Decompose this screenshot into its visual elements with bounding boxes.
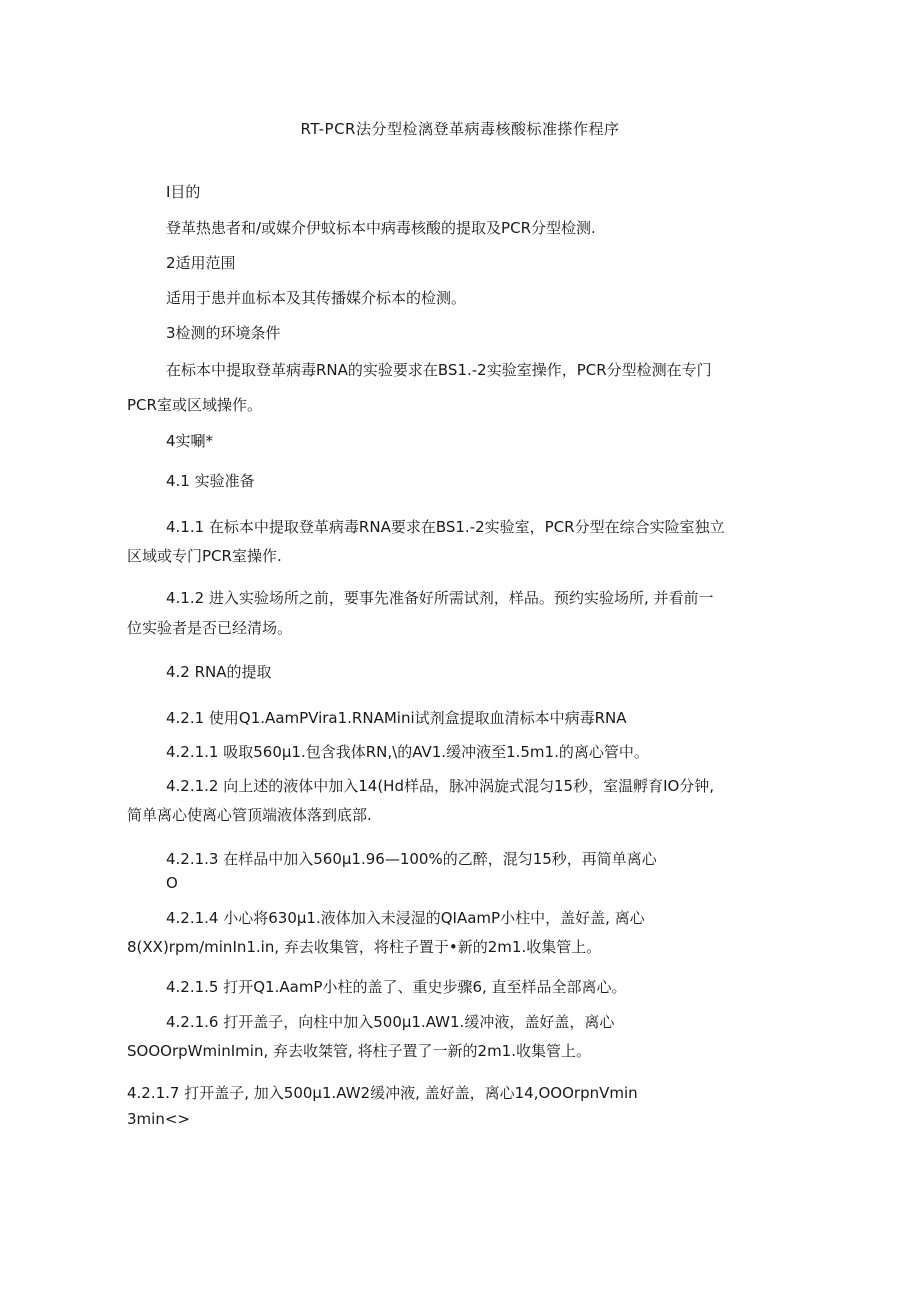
item-4-2-1-4-line2: 8(XX)rpm∕minIn1.in, 弃去收集管，将柱子置于•新的2m1.收集管上。 — [127, 938, 602, 956]
environment-text-line1: 在标本中提取登革病毒RNA的实验要求在BS1.-2实验室操作，PCR分型检测在专门 — [166, 361, 712, 379]
heading-4-2: 4.2 RNA的提取 — [166, 663, 272, 681]
item-4-2-1: 4.2.1 使用Q1.AamPVira1.RNAMini试剂盒提取血清标本中病毒RNA — [166, 709, 627, 727]
purpose-text: 登革热患者和/或媒介伊蚊标本中病毒核酸的提取及PCR分型检测. — [166, 219, 596, 237]
item-4-2-1-3-line2: O — [166, 874, 178, 892]
environment-text-line2: PCR室或区域操作。 — [127, 396, 262, 414]
item-4-2-1-6-line1: 4.2.1.6 打开盖子，向柱中加入500μ1.AW1.缓冲液，盖好盖，离心 — [166, 1013, 615, 1031]
scope-text: 适用于患并血标本及其传播媒介标本的检测。 — [166, 289, 467, 307]
item-4-1-2-line2: 位实验者是否已经清场。 — [127, 619, 293, 637]
item-4-1-2-line1: 4.1.2 进入实验场所之前，要事先准备好所需试剂，样品。预约实验场所, 并看前一 — [166, 589, 714, 607]
item-4-2-1-5: 4.2.1.5 打开Q1.AamP小柱的盖了、重史步骤6, 直至样品全部离心。 — [166, 978, 627, 996]
item-4-1-1-line1: 4.1.1 在标本中提取登革病毒RNA要求在BS1.-2实验室，PCR分型在综合实险室独立 — [166, 518, 725, 536]
item-4-2-1-7-line1: 4.2.1.7 打开盖子, 加入500μ1.AW2缓冲液, 盖好盖，离心14,OOOrpnVmin — [127, 1084, 638, 1102]
document-title: RT-PCR法分型检漓登革病毒核酸标准搽作程序 — [300, 120, 620, 138]
heading-4-1: 4.1 实验准备 — [166, 472, 255, 490]
item-4-2-1-6-line2: SOOOrpWminImin, 弃去收桀管, 将柱子置了一新的2m1.收集管上。 — [127, 1042, 591, 1060]
heading-scope: 2适用范围 — [166, 254, 236, 272]
heading-experiment: 4实唰* — [166, 432, 214, 450]
item-4-2-1-2-line1: 4.2.1.2 向上述的液体中加入14(Hd样品，脉冲涡旋式混匀15秒，室温孵育IO分钟, — [166, 777, 715, 795]
item-4-1-1-line2: 区域或专门PCR室操作. — [127, 547, 282, 565]
item-4-2-1-2-line2: 简单离心使离心管顶端液体落到底部. — [127, 806, 372, 824]
item-4-2-1-4-line1: 4.2.1.4 小心将630μ1.液体加入未浸湿的QIAamP小柱中，盖好盖, 离心 — [166, 909, 645, 927]
heading-environment: 3检测的环境条件 — [166, 324, 281, 342]
item-4-2-1-7-line2: 3min<> — [127, 1110, 190, 1128]
item-4-2-1-1: 4.2.1.1 吸取560μ1.包含我体RN,\的AV1.缓冲液至1.5m1.的离心管中。 — [166, 743, 649, 761]
heading-purpose: I目的 — [166, 183, 201, 201]
item-4-2-1-3-line1: 4.2.1.3 在样品中加入560μ1.96—100%的乙醉，混匀15秒，再简单离心 — [166, 850, 657, 868]
